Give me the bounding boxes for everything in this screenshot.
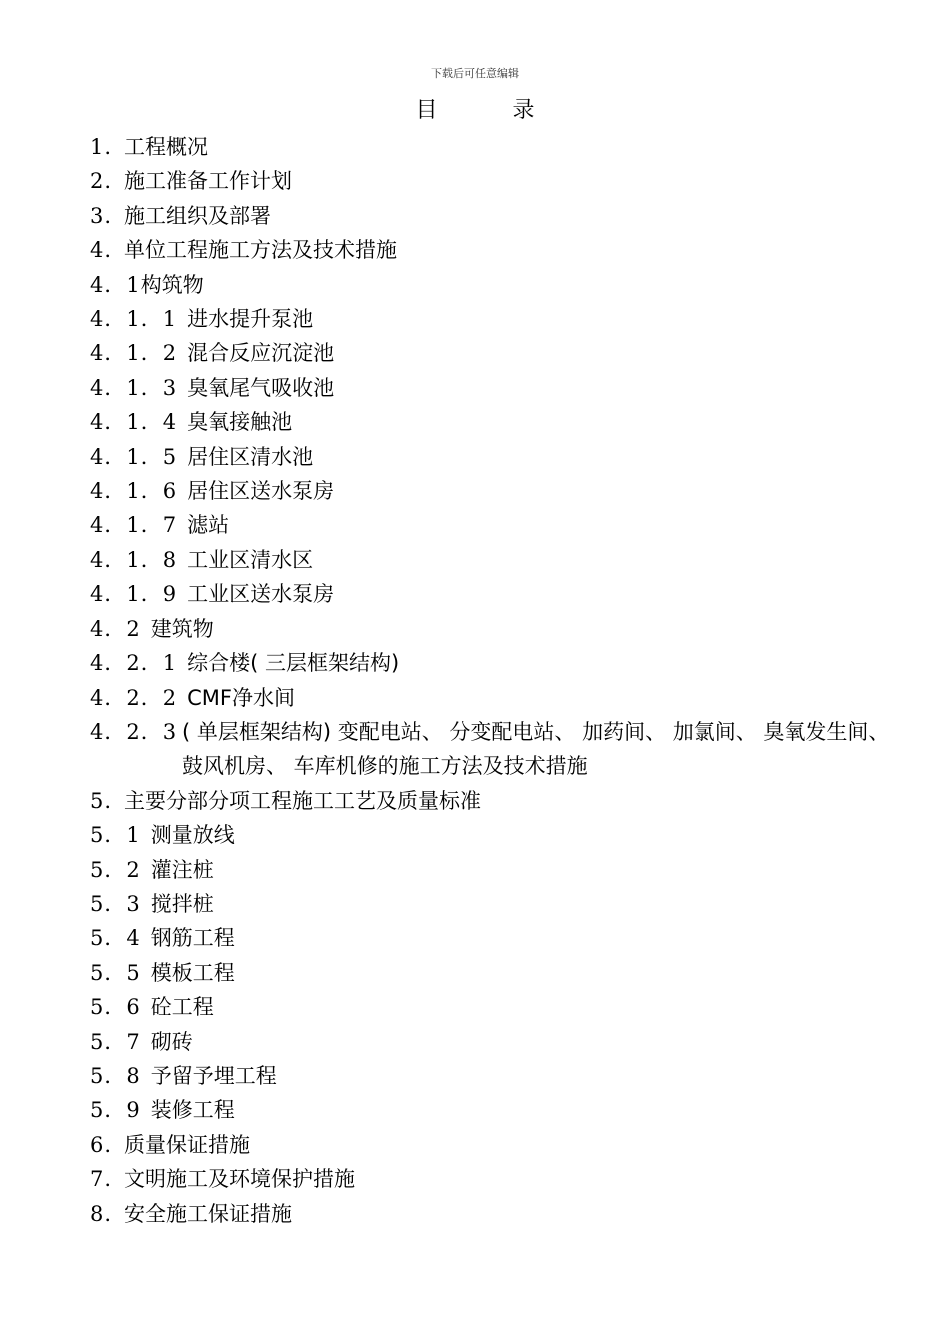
toc-item-number: 6. [90,1132,113,1157]
toc-item-title: 进水提升泵池 [187,307,314,332]
toc-item-number: 4．1．8 [90,547,178,572]
toc-item-title: 钢筋工程 [150,926,235,951]
toc-item-number: 3. [90,203,113,228]
toc-item-title: 灌注桩 [150,857,214,882]
toc-item [90,887,908,921]
toc-item-number: 5．8 [90,1063,141,1088]
toc-item [90,474,908,508]
toc-item-number: 4．1．4 [90,410,178,435]
toc-item-title: 居住区送水泵房 [187,479,335,504]
toc-item-title: 臭氧接触池 [187,410,293,435]
toc-item [90,715,908,784]
toc-item-number: 4．1．3 [90,375,178,400]
toc-item-number: 4．1．1 [90,307,178,332]
table-of-contents [90,130,908,1231]
toc-title: 目 录 [415,98,569,123]
toc-item [90,1059,908,1093]
toc-item [90,268,908,302]
toc-item-number: 5．9 [90,1098,141,1123]
toc-item [90,577,908,611]
toc-item [90,440,908,474]
toc-item [90,508,908,542]
toc-item [90,405,908,439]
toc-item-number: 4．1．9 [90,582,178,607]
toc-item-title: 臭氧尾气吸收池 [187,375,335,400]
toc-item-title: 文明施工及环境保护措施 [124,1167,356,1192]
toc-item-number: 5．1 [90,823,141,848]
toc-item-title: 工业区送水泵房 [187,582,335,607]
toc-item-title: 施工准备工作计划 [124,169,293,194]
toc-item-title: 施工组织及部署 [124,203,272,228]
toc-item-title: 工程概况 [124,135,209,159]
toc-item-number: 5．4 [90,926,141,951]
toc-item-number: 4．1 [90,272,141,297]
toc-item [90,1128,908,1162]
toc-item-title: 综合楼( 三层框架结构) [187,651,400,676]
toc-item-title: 模板工程 [150,960,235,985]
toc-item-number: 5．7 [90,1029,141,1054]
toc-item-title: 构筑物 [140,272,204,297]
toc-item [90,681,908,715]
toc-item [90,302,908,336]
toc-item-number: 4．2．3 [90,719,178,744]
toc-item-title: 砌砖 [150,1029,193,1054]
toc-item [90,1197,908,1231]
toc-item [90,853,908,887]
toc-item-title: 建筑物 [150,616,214,641]
toc-item-title: 予留予埋工程 [150,1063,277,1088]
toc-item-number: 4．2．1 [90,651,178,676]
toc-item-title: 居住区清水池 [187,444,314,469]
toc-item [90,990,908,1024]
toc-item-number: 5．2 [90,857,141,882]
toc-item-number: 4．1．2 [90,341,178,366]
toc-item-title: 单位工程施工方法及技术措施 [124,238,398,263]
toc-item-title: 安全施工保证措施 [124,1201,293,1226]
toc-item-title: 搅拌桩 [150,891,214,916]
toc-item-title: 砼工程 [150,995,214,1020]
toc-item-number: 5．6 [90,995,141,1020]
toc-item [90,784,908,818]
toc-item-title: ( 单层框架结构) 变配电站、 分变配电站、 加药间、 加氯间、 臭氧发生间、 鼓风机房、 车库机修的施工方法及技术措施 [182,719,890,779]
toc-item-number: 5．3 [90,891,141,916]
toc-item-number: 4．2 [90,616,141,641]
toc-item [90,956,908,990]
toc-item-number: 4. [90,238,113,263]
toc-item-title: 混合反应沉淀池 [187,341,335,366]
toc-item [90,921,908,955]
toc-item [90,336,908,370]
toc-item-title: 工业区清水区 [187,547,314,572]
toc-item-number: 5. [90,788,113,813]
toc-item-number: 8. [90,1201,113,1226]
toc-item-title: 质量保证措施 [124,1132,251,1157]
toc-item-title: 测量放线 [150,823,235,848]
toc-item-number: 4．1．5 [90,444,178,469]
toc-item [90,130,908,164]
toc-item-number: 1. [90,135,113,159]
toc-item [90,612,908,646]
toc-item [90,1025,908,1059]
toc-item [90,543,908,577]
toc-item-number: 7. [90,1167,113,1192]
toc-item [90,164,908,198]
toc-item [90,1162,908,1196]
toc-item-number: 4．1．6 [90,479,178,504]
toc-item-number: 4．1．7 [90,513,178,538]
toc-item [90,371,908,405]
toc-item-title: 装修工程 [150,1098,235,1123]
toc-item [90,1093,908,1127]
toc-item [90,199,908,233]
toc-item-title: 滤站 [187,513,230,538]
toc-item-number: 5．5 [90,960,141,985]
toc-item-title: CMF净水间 [187,685,295,710]
toc-item-number: 2. [90,169,113,194]
toc-item-title: 主要分部分项工程施工工艺及质量标准 [124,788,482,813]
header-note: 下载后可任意编辑 [431,67,519,80]
toc-item [90,818,908,852]
toc-item-number: 4．2．2 [90,685,178,710]
toc-item [90,646,908,680]
toc-item [90,233,908,267]
